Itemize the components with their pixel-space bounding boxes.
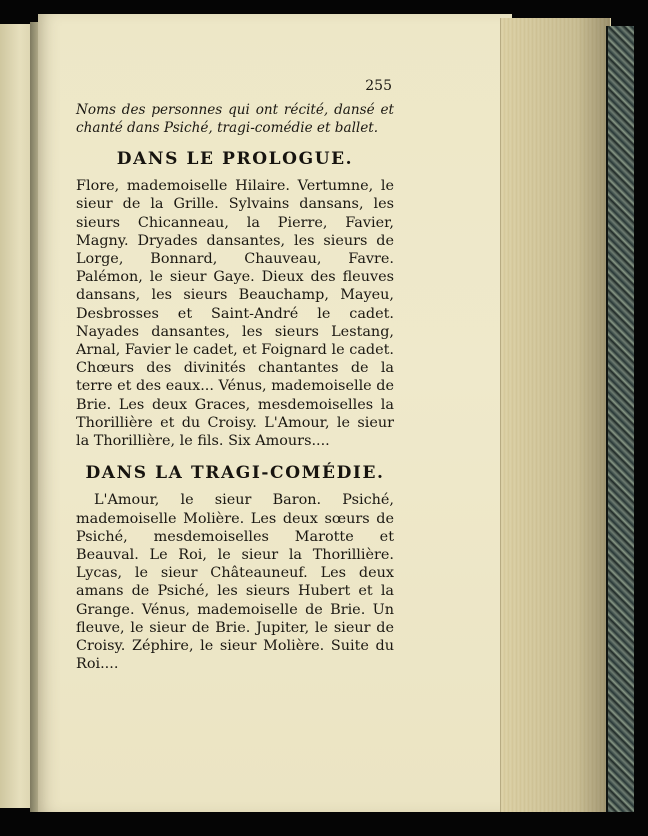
page-number: 255 (365, 78, 392, 94)
marbled-cover-edge (606, 26, 634, 812)
section-text-tragi-comedie: L'Amour, le sieur Baron. Psiché, mademoiselle Molière. Les deux sœurs de Psiché, mesdemoiselles Marotte et Beauval. Le Roi, le sieur la Thorillière. Lycas, le sieur Châteauneuf. Les deux amans de Psiché, les sieurs Hubert et la Grange. Vénus, mademoiselle de Brie. Un fleuve, le sieur de Brie. Jupiter, le sieur de Croisy. Zéphire, le sieur Molière. Suite du Roi.... (76, 492, 394, 673)
page-text (76, 76, 394, 673)
cast-list-caption: Noms des personnes qui ont récité, dansé et chanté dans Psiché, tragi-comédie et ballet. (76, 102, 394, 136)
section-heading-prologue: DANS LE PROLOGUE. (116, 149, 354, 169)
section-heading-tragi-comedie: DANS LA TRAGI-COMÉDIE. (85, 463, 385, 484)
page-block-shadow (500, 18, 610, 812)
section-text-prologue: Flore, mademoiselle Hilaire. Vertumne, le sieur de la Grille. Sylvains dansans, les sieurs Chicanneau, la Pierre, Favier, Magny. Dryades dansantes, les sieurs de Lorge, Bonnard, Chauveau, Favre. Palémon, le sieur Gaye. Dieux des fleuves dansans, les sieurs Beauchamp, Mayeu, Desbrosses et Saint-André le cadet. Nayades dansantes, les sieurs Lestang, Arnal, Favier le cadet, et Foignard le cadet. Chœurs des divinités chantantes de la terre et des eaux... Vénus, mademoiselle de Brie. Les deux Graces, mesdemoiselles la Thorillière et du Croisy. L'Amour, le sieur la Thorillière, le fils. Six Amours.... (76, 178, 394, 450)
